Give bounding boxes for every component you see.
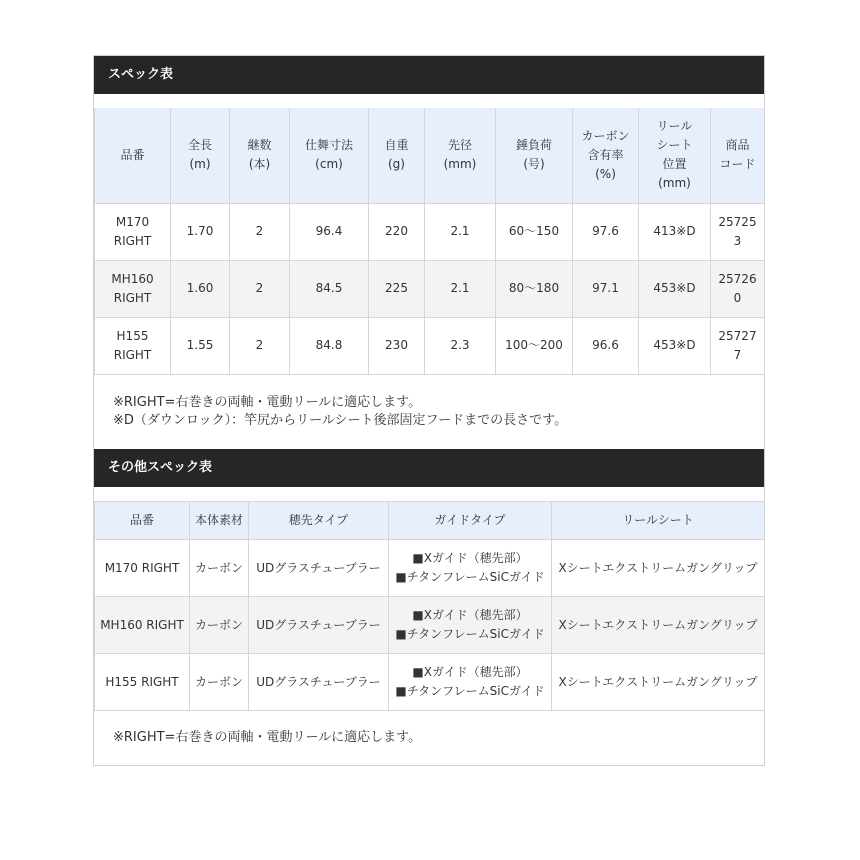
table-row (95, 654, 765, 711)
table-cell: H155 RIGHT (95, 317, 171, 374)
note-line: ※RIGHT=右巻きの両軸・電動リールに適応します。 (113, 730, 422, 745)
table-cell: H155 RIGHT (95, 654, 190, 711)
spec-notes (113, 394, 567, 430)
table-cell: 25727 7 (711, 317, 765, 374)
spec-header-cell: 継数 (本) (230, 108, 290, 203)
table-cell: 1.60 (171, 260, 230, 317)
spec-header-cell: 錘負荷 (号) (496, 108, 573, 203)
spec-header-cell: リール シート 位置 (mm) (639, 108, 711, 203)
table-cell: 225 (369, 260, 425, 317)
spec-header-row (95, 108, 765, 203)
table-cell: 80～180 (496, 260, 573, 317)
other-header-cell: ガイドタイプ (389, 502, 552, 540)
table-cell: 2.1 (425, 203, 496, 260)
spec-header-cell: 商品 コード (711, 108, 765, 203)
table-cell: MH160 RIGHT (95, 597, 190, 654)
table-cell: 84.5 (290, 260, 369, 317)
table-cell: 1.55 (171, 317, 230, 374)
spec-panel (93, 55, 765, 766)
other-header-cell: 本体素材 (190, 502, 249, 540)
spec-header-cell: 先径 (mm) (425, 108, 496, 203)
table-cell: 84.8 (290, 317, 369, 374)
spec-section-title: スペック表 (94, 56, 764, 94)
other-note (113, 729, 421, 747)
table-row (95, 597, 765, 654)
table-cell: MH160 RIGHT (95, 260, 171, 317)
table-cell: カーボン (190, 654, 249, 711)
table-row (95, 540, 765, 597)
table-cell: ■Xガイド（穂先部） ■チタンフレームSiCガイド (389, 654, 552, 711)
table-cell: 230 (369, 317, 425, 374)
table-cell: 97.1 (573, 260, 639, 317)
table-cell: ■Xガイド（穂先部） ■チタンフレームSiCガイド (389, 540, 552, 597)
table-cell: 220 (369, 203, 425, 260)
spec-header-cell: カーボン 含有率 (%) (573, 108, 639, 203)
spec-table (94, 108, 765, 375)
table-cell: M170 RIGHT (95, 203, 171, 260)
table-cell: 453※D (639, 260, 711, 317)
table-cell: 2.3 (425, 317, 496, 374)
other-header-cell: リールシート (552, 502, 765, 540)
table-cell: ■Xガイド（穂先部） ■チタンフレームSiCガイド (389, 597, 552, 654)
table-cell: 25725 3 (711, 203, 765, 260)
table-cell: 25726 0 (711, 260, 765, 317)
table-cell: 100～200 (496, 317, 573, 374)
table-cell: 96.4 (290, 203, 369, 260)
other-spec-table (94, 501, 765, 711)
table-cell: UDグラスチューブラー (249, 540, 389, 597)
spec-header-cell: 品番 (95, 108, 171, 203)
other-section-title: その他スペック表 (94, 449, 764, 487)
other-header-row (95, 502, 765, 540)
spec-header-cell: 全長 (m) (171, 108, 230, 203)
table-cell: 60～150 (496, 203, 573, 260)
table-cell: 2 (230, 260, 290, 317)
table-cell: 96.6 (573, 317, 639, 374)
table-cell: 2 (230, 317, 290, 374)
table-cell: 453※D (639, 317, 711, 374)
table-cell: UDグラスチューブラー (249, 597, 389, 654)
table-cell: 2.1 (425, 260, 496, 317)
table-cell: Xシートエクストリームガングリップ (552, 654, 765, 711)
table-cell: Xシートエクストリームガングリップ (552, 597, 765, 654)
table-cell: 97.6 (573, 203, 639, 260)
spec-header-cell: 自重 (g) (369, 108, 425, 203)
table-cell: 2 (230, 203, 290, 260)
note-line: ※D（ダウンロック）：竿尻からリールシート後部固定フードまでの長さです。 (113, 413, 568, 428)
other-header-cell: 品番 (95, 502, 190, 540)
table-cell: 413※D (639, 203, 711, 260)
table-row (95, 317, 765, 374)
note-line: ※RIGHT=右巻きの両軸・電動リールに適応します。 (113, 395, 422, 410)
table-cell: M170 RIGHT (95, 540, 190, 597)
table-cell: UDグラスチューブラー (249, 654, 389, 711)
table-row (95, 260, 765, 317)
spec-header-cell: 仕舞寸法 (cm) (290, 108, 369, 203)
table-row (95, 203, 765, 260)
other-header-cell: 穂先タイプ (249, 502, 389, 540)
table-cell: 1.70 (171, 203, 230, 260)
table-cell: カーボン (190, 597, 249, 654)
table-cell: カーボン (190, 540, 249, 597)
table-cell: Xシートエクストリームガングリップ (552, 540, 765, 597)
